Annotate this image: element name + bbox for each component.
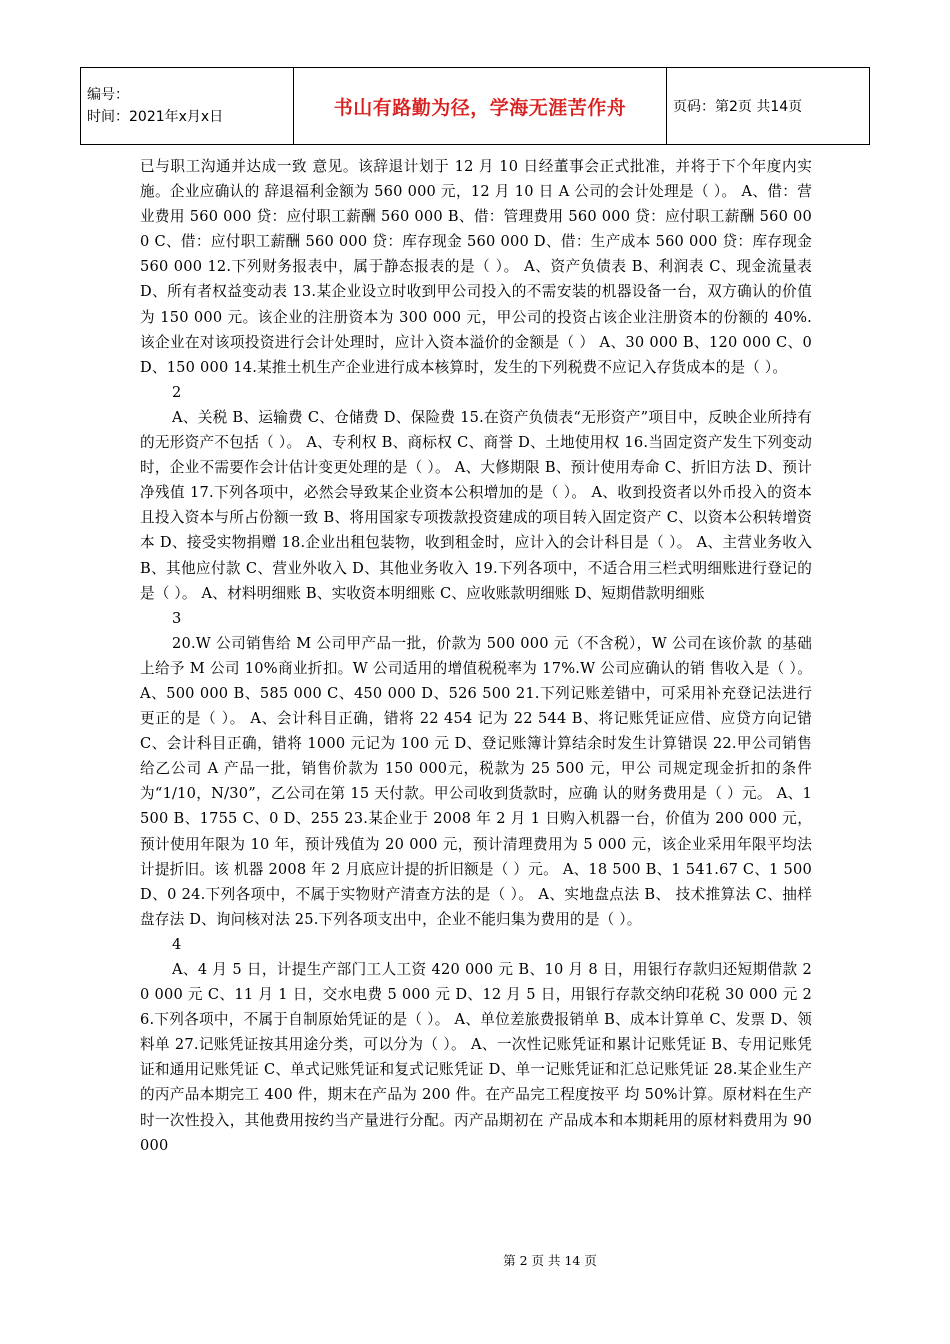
paragraph-3: 20.W 公司销售给 M 公司甲产品一批，价款为 500 000 元（不含税），W 公司在该价款 的基础上给予 M 公司 10%商业折扣。W 公司适用的增值税税率为 17%.W 公司应确认的销 售收入是（ ）。 A、500 000 B、585 000 C、450 000 D、526 500 21.下列记账差错中，可采用补充登记法进行更正的是（ ）。 A、会计科目正确，错将 22 454 记为 22 544 B、将记账凭证应借、应贷方向记错 C、会计科目正确，错将 1000 元记为 100 元 D、登记账簿计算结余时发生计算错误 22.甲公司销售给乙公司 A 产品一批，销售价款为 150 000元，税款为 25 500 元，甲公 司规定现金折扣的条件为“1/10，N/30”，乙公司在第 15 天付款。甲公司收到货款时，应确 认的财务费用是（ ）元。 A、1500 B、1755 C、0 D、255 23.某企业于 2008 年 2 月 1 日购入机器一台，价值为 200 000 元，预计使用年限为 10 年，预计残值为 20 000 元，预计清理费用为 5 000 元，该企业采用年限平均法计提折旧。该 机器 2008 年 2 月底应计提的折旧额是（ ）元。 A、18 500 B、1 541.67 C、1 500 D、0 24.下列各项中，不属于实物财产清查方法的是（ ）。 A、实地盘点法 B、 技术推算法 C、抽样盘存法 D、询问核对法 25.下列各项支出中，企业不能归集为费用的是（ ）。 [140,634,812,928]
document-number-label: 编号： [87,87,129,103]
header-page-info: 页码：第2页 共14页 [667,68,870,145]
header-meta [81,68,294,145]
paragraph-1: 已与职工沟通并达成一致 意见。该辞退计划于 12 月 10 日经董事会正式批准，并将于下个年度内实施。企业应确认的 辞退福利金额为 560 000 元，12 月 10 日 A 公司的会计处理是（ ）。 A、借：营业费用 560 000 贷：应付职工薪酬 560 000 B、借：管理费用 560 000 贷：应付职工薪酬 560 000 C、借：应付职工薪酬 560 000 贷：库存现金 560 000 D、借：生产成本 560 000 贷：库存现金 560 000 12.下列财务报表中，属于静态报表的是（ ）。 A、资产负债表 B、利润表 C、现金流量表 D、所有者权益变动表 13.某企业设立时收到甲公司投入的不需安装的机器设备一台，双方确认的价值为 150 000 元。该企业的注册资本为 300 000 元，甲公司的投资占该企业注册资本的份额的 40%. 该企业在对该项投资进行会计处理时，应计入资本溢价的金额是（ ） A、30 000 B、120 000 C、0 D、150 000 14.某推土机生产企业进行成本核算时，发生的下列税费不应记入存货成本的是（ ）。 [140,158,812,376]
page-footer [0,1250,950,1269]
page-marker-4: 4 [172,935,182,953]
header-motto: 书山有路勤为径，学海无涯苦作舟 [333,96,627,119]
document-date: 时间：2021年x月x日 [87,109,224,125]
paragraph-4: A、4 月 5 日，计提生产部门工人工资 420 000 元 B、10 月 8 日，用银行存款归还短期借款 20 000 元 C、11 月 1 日，交水电费 5 000 元 D、12 月 5 日，用银行存款交纳印花税 30 000 元 26.下列各项中，不属于自制原始凭证的是（ ）。 A、单位差旅费报销单 B、成本计算单 C、发票 D、领料单 27.记账凭证按其用途分类，可以分为（ ）。 A、一次性记账凭证和累计记账凭证 B、专用记账凭证和通用记账凭证 C、单式记账凭证和复式记账凭证 D、单一记账凭证和汇总记账凭证 28.某企业生产的丙产品本期完工 400 件，期末在产品为 200 件。在产品完工程度按平 均 50%计算。原材料在生产时一次性投入，其他费用按约当产量进行分配。丙产品期初在 产品成本和本期耗用的原材料费用为 90 000 [140,961,812,1154]
page-marker-3: 3 [172,609,182,627]
footer-page-number: 第 2 页 共 14 页 [503,1253,597,1268]
page-marker-2: 2 [172,383,182,401]
paragraph-2: A、关税 B、运输费 C、仓储费 D、保险费 15.在资产负债表“无形资产”项目中，反映企业所持有的无形资产不包括（ ）。 A、专利权 B、商标权 C、商誉 D、土地使用权 16.当固定资产发生下列变动时，企业不需要作会计估计变更处理的是（ ）。 A、大修期限 B、预计使用寿命 C、折旧方法 D、预计净残值 17.下列各项中，必然会导致某企业资本公积增加的是（ ）。 A、收到投资者以外币投入的资本且投入资本与所占份额一致 B、将用国家专项拨款投资建成的项目转入固定资产 C、以资本公积转增资本 D、接受实物捐赠 18.企业出租包装物，收到租金时，应计入的会计科目是（ ）。 A、主营业务收入 B、其他应付款 C、营业外收入 D、其他业务收入 19.下列各项中，不适合用三栏式明细账进行登记的是（ ）。 A、材料明细账 B、实收资本明细账 C、应收账款明细账 D、短期借款明细账 [140,408,812,602]
page-header [80,67,870,145]
header-motto-cell [294,68,667,145]
document-body [140,154,812,1158]
